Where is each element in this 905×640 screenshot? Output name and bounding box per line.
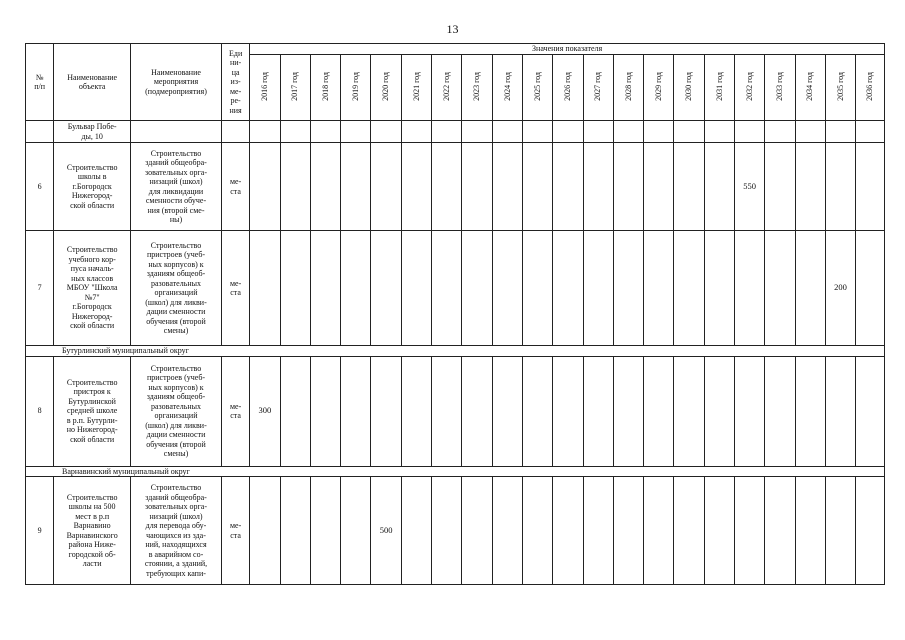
value-cell xyxy=(674,231,704,346)
value-cell xyxy=(432,231,462,346)
value-cell xyxy=(735,231,765,346)
value-cell xyxy=(613,231,643,346)
header-num: № п/п xyxy=(26,44,54,121)
value-cell xyxy=(583,356,613,466)
value-cell xyxy=(341,231,371,346)
table-cell xyxy=(401,121,431,143)
object-name-cell: Строительство школы на 500 мест в р.п Варнавино Варнавинского района Ниже- городской об- ласти xyxy=(54,477,131,585)
value-cell xyxy=(553,477,583,585)
header-values-title: Значения показателя xyxy=(250,44,885,55)
header-year xyxy=(432,55,462,121)
value-cell xyxy=(492,231,522,346)
value-cell xyxy=(856,356,885,466)
header-year-label: 2016 год xyxy=(260,71,270,101)
header-year-label: 2029 год xyxy=(654,71,663,101)
header-year xyxy=(522,55,552,121)
value-cell xyxy=(644,143,674,231)
table-row xyxy=(26,477,885,585)
header-year-label: 2021 год xyxy=(411,71,421,101)
table-cell xyxy=(825,121,855,143)
table-cell xyxy=(432,121,462,143)
unit-cell: ме- ста xyxy=(221,143,249,231)
value-cell xyxy=(765,477,795,585)
header-year xyxy=(492,55,522,121)
value-cell xyxy=(825,143,855,231)
header-year xyxy=(704,55,734,121)
value-cell xyxy=(553,356,583,466)
value-cell xyxy=(704,477,734,585)
table-cell xyxy=(795,121,825,143)
table-cell xyxy=(341,121,371,143)
value-cell xyxy=(674,477,704,585)
row-number-cell: 6 xyxy=(26,143,54,231)
value-cell xyxy=(432,477,462,585)
page-number: 13 xyxy=(446,22,459,36)
table-cell xyxy=(131,121,222,143)
unit-cell: ме- ста xyxy=(221,477,249,585)
value-cell xyxy=(583,477,613,585)
unit-cell: ме- ста xyxy=(221,231,249,346)
value-cell xyxy=(401,356,431,466)
value-cell xyxy=(613,356,643,466)
header-year xyxy=(795,55,825,121)
object-name-cell: Бульвар Побе- ды, 10 xyxy=(54,121,131,143)
value-cell xyxy=(462,231,492,346)
value-cell xyxy=(644,231,674,346)
value-cell xyxy=(280,231,310,346)
header-year xyxy=(250,55,280,121)
value-cell xyxy=(341,477,371,585)
object-name-cell: Строительство школы в г.Богородск Нижегород- ской области xyxy=(54,143,131,231)
header-year-label: 2023 год xyxy=(472,71,482,101)
row-number-cell: 9 xyxy=(26,477,54,585)
table-cell xyxy=(250,121,280,143)
event-name-cell: Строительство зданий общеобра- зовательных орга- низаций (школ) для перевода обу- чающихся из зда- ний, находящихся в аварийном со- стоянии, а зданий, требующих капи- xyxy=(131,477,222,585)
value-cell xyxy=(310,143,340,231)
table-row xyxy=(26,143,885,231)
value-cell: 200 xyxy=(825,231,855,346)
header-year-label: 2022 год xyxy=(441,71,451,101)
value-cell xyxy=(432,143,462,231)
value-cell xyxy=(795,143,825,231)
table-cell xyxy=(856,121,885,143)
table-body xyxy=(26,121,885,585)
header-event: Наименование мероприятия (подмероприятия) xyxy=(131,44,222,121)
value-cell xyxy=(522,143,552,231)
value-cell xyxy=(613,143,643,231)
value-cell: 500 xyxy=(371,477,401,585)
value-cell xyxy=(795,477,825,585)
value-cell xyxy=(522,231,552,346)
value-cell xyxy=(250,477,280,585)
header-year-label: 2036 год xyxy=(865,71,875,101)
value-cell xyxy=(765,231,795,346)
table-cell xyxy=(280,121,310,143)
value-cell xyxy=(492,143,522,231)
value-cell xyxy=(280,477,310,585)
header-year xyxy=(371,55,401,121)
section-row xyxy=(26,466,885,477)
indicator-table xyxy=(25,43,885,585)
value-cell xyxy=(583,143,613,231)
value-cell xyxy=(371,231,401,346)
header-year-label: 2018 год xyxy=(320,71,330,101)
value-cell xyxy=(644,477,674,585)
object-name-cell: Строительство учебного кор- пуса началь- ных классов МБОУ "Школа №7" г.Богородск Нижегород- ской области xyxy=(54,231,131,346)
value-cell xyxy=(674,143,704,231)
header-year xyxy=(613,55,643,121)
header-year xyxy=(341,55,371,121)
table-cell xyxy=(310,121,340,143)
table-row xyxy=(26,231,885,346)
value-cell xyxy=(492,477,522,585)
value-cell xyxy=(371,356,401,466)
value-cell xyxy=(432,356,462,466)
value-cell xyxy=(825,477,855,585)
value-cell xyxy=(401,231,431,346)
object-name-cell: Строительство пристроя к Бутурлинской средней школе в р.п. Бутурли- но Нижегород- ской области xyxy=(54,356,131,466)
value-cell xyxy=(674,356,704,466)
header-year xyxy=(825,55,855,121)
value-cell xyxy=(856,477,885,585)
event-name-cell: Строительство пристроев (учеб- ных корпусов) к зданиям общеоб- разовательных организаций (школ) для ликви- дации сменности обучения (второй смены) xyxy=(131,231,222,346)
table-cell xyxy=(553,121,583,143)
value-cell xyxy=(825,356,855,466)
table-row xyxy=(26,121,885,143)
header-year xyxy=(462,55,492,121)
header-object: Наименование объекта xyxy=(54,44,131,121)
value-cell: 300 xyxy=(250,356,280,466)
header-year-label: 2033 год xyxy=(775,71,785,101)
header-year xyxy=(310,55,340,121)
value-cell xyxy=(856,231,885,346)
value-cell xyxy=(795,356,825,466)
header-year xyxy=(765,55,795,121)
header-year-label: 2027 год xyxy=(593,71,603,101)
header-year xyxy=(401,55,431,121)
header-year xyxy=(583,55,613,121)
value-cell xyxy=(553,143,583,231)
header-year-label: 2030 год xyxy=(684,71,694,101)
value-cell xyxy=(735,477,765,585)
value-cell xyxy=(856,143,885,231)
section-title: Бутурлинский муниципальный округ xyxy=(26,346,885,357)
unit-cell: ме- ста xyxy=(221,356,249,466)
value-cell xyxy=(341,356,371,466)
header-year xyxy=(280,55,310,121)
header-year-label: 2028 год xyxy=(623,71,633,101)
table-cell xyxy=(674,121,704,143)
value-cell xyxy=(310,477,340,585)
header-year-label: 2026 год xyxy=(563,71,573,101)
value-cell xyxy=(280,356,310,466)
value-cell xyxy=(462,143,492,231)
header-year xyxy=(644,55,674,121)
header-year xyxy=(856,55,885,121)
value-cell xyxy=(341,143,371,231)
value-cell xyxy=(704,231,734,346)
section-row xyxy=(26,346,885,357)
value-cell xyxy=(522,477,552,585)
header-year xyxy=(553,55,583,121)
value-cell xyxy=(735,356,765,466)
row-number-cell: 8 xyxy=(26,356,54,466)
header-year-label: 2025 год xyxy=(532,71,542,101)
value-cell xyxy=(250,231,280,346)
value-cell xyxy=(310,356,340,466)
value-cell xyxy=(280,143,310,231)
table-cell xyxy=(704,121,734,143)
value-cell xyxy=(613,477,643,585)
header-year-label: 2024 год xyxy=(502,71,512,101)
table-cell xyxy=(522,121,552,143)
header-year xyxy=(674,55,704,121)
table-cell xyxy=(492,121,522,143)
table-cell xyxy=(765,121,795,143)
header-year-label: 2020 год xyxy=(381,71,391,101)
value-cell xyxy=(371,143,401,231)
table-cell xyxy=(583,121,613,143)
value-cell xyxy=(401,143,431,231)
value-cell xyxy=(583,231,613,346)
table-cell xyxy=(26,121,54,143)
value-cell xyxy=(765,143,795,231)
table-cell xyxy=(462,121,492,143)
value-cell xyxy=(522,356,552,466)
value-cell xyxy=(310,231,340,346)
section-title: Варнавинский муниципальный округ xyxy=(26,466,885,477)
table-cell xyxy=(735,121,765,143)
header-year xyxy=(735,55,765,121)
header-year-label: 2031 год xyxy=(714,71,724,101)
value-cell xyxy=(250,143,280,231)
header-year-label: 2019 год xyxy=(351,71,361,101)
table-cell xyxy=(371,121,401,143)
row-number-cell: 7 xyxy=(26,231,54,346)
header-year-label: 2035 год xyxy=(835,71,845,101)
table-cell xyxy=(613,121,643,143)
table-cell xyxy=(221,121,249,143)
value-cell xyxy=(704,356,734,466)
value-cell: 550 xyxy=(735,143,765,231)
value-cell xyxy=(462,477,492,585)
value-cell xyxy=(553,231,583,346)
header-year-label: 2034 год xyxy=(805,71,815,101)
event-name-cell: Строительство зданий общеобра- зовательных орга- низаций (школ) для ликвидации сменности обуче- ния (второй сме- ны) xyxy=(131,143,222,231)
value-cell xyxy=(795,231,825,346)
value-cell xyxy=(644,356,674,466)
table-row xyxy=(26,356,885,466)
value-cell xyxy=(765,356,795,466)
value-cell xyxy=(492,356,522,466)
value-cell xyxy=(462,356,492,466)
value-cell xyxy=(704,143,734,231)
header-unit: Еди ни- ца из- ме- ре- ния xyxy=(221,44,249,121)
header-year-label: 2032 год xyxy=(744,71,754,101)
event-name-cell: Строительство пристроев (учеб- ных корпусов) к зданиям общеоб- разовательных организаций (школ) для ликви- дации сменности обучения (второй смены) xyxy=(131,356,222,466)
value-cell xyxy=(401,477,431,585)
table-cell xyxy=(644,121,674,143)
header-year-label: 2017 год xyxy=(290,71,300,101)
